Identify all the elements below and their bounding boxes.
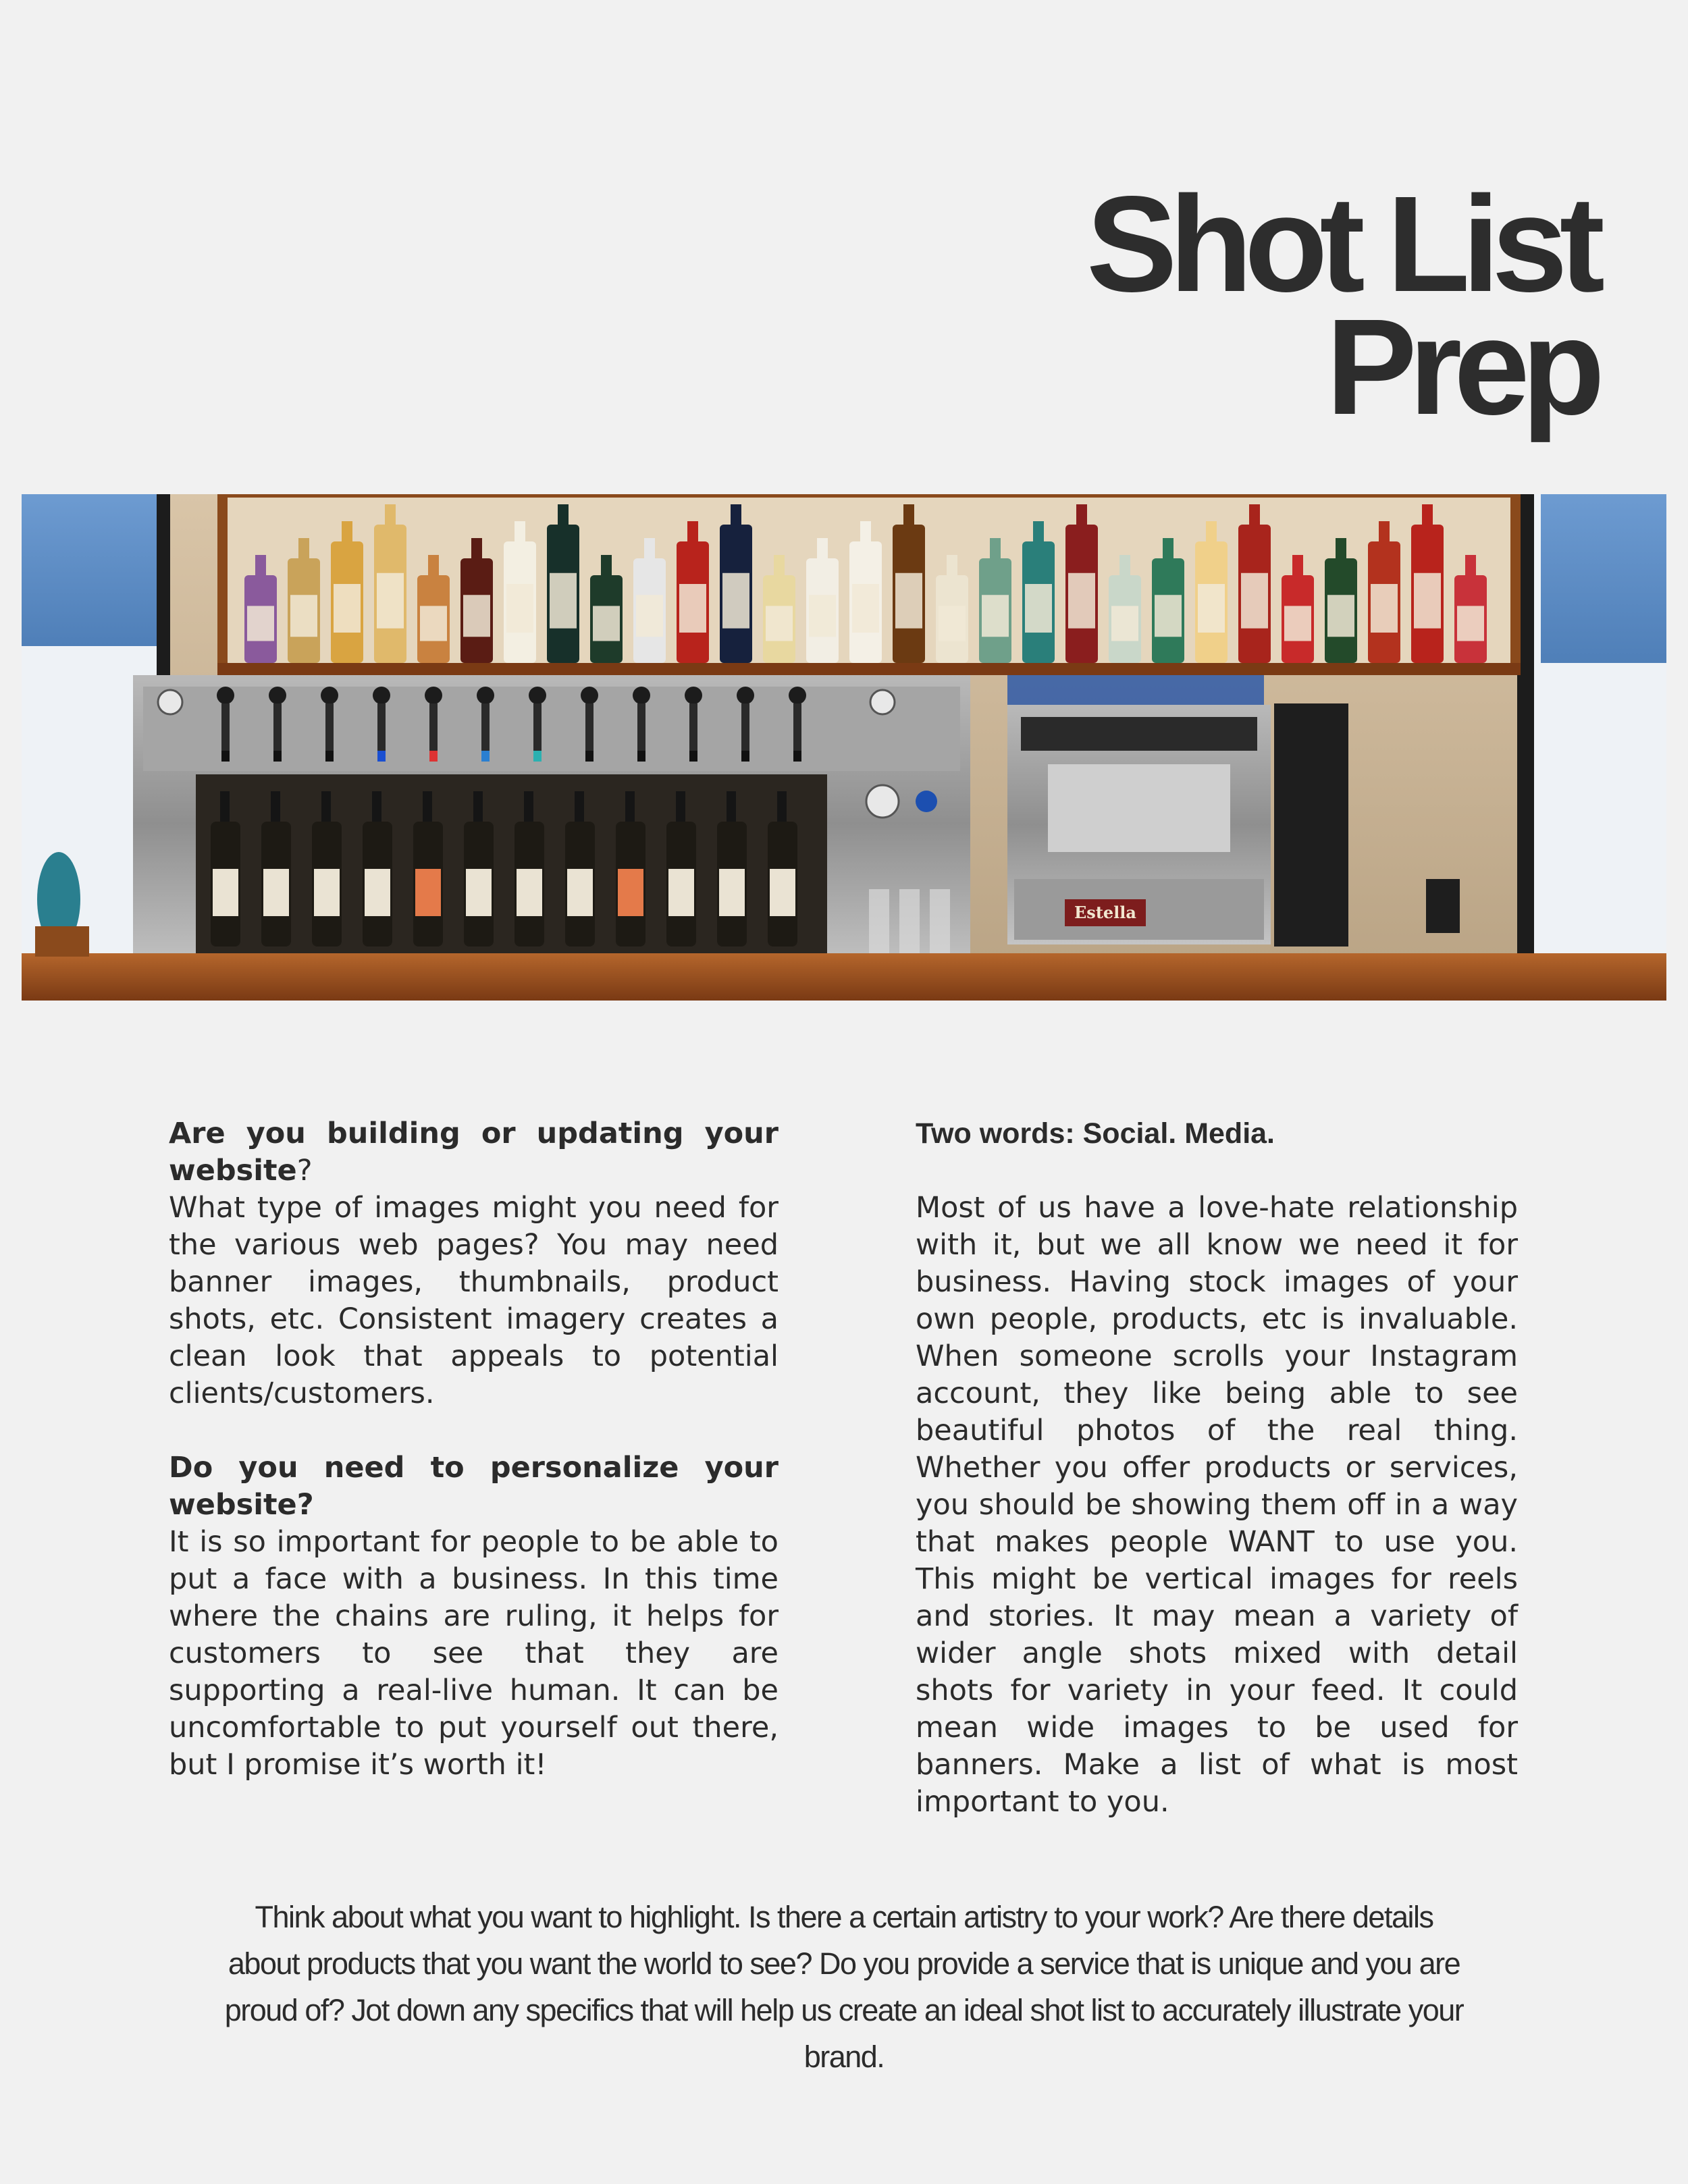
bottle-label [1414,573,1441,629]
tap-collar [325,751,334,762]
wine-label [466,869,492,916]
bottle-label [1155,595,1182,637]
wine-bottle-neck [777,791,787,825]
closing-paragraph: Think about what you want to highlight. Is there a certain artistry to your work? Are there details about products that you want the world to see? Do you provide a service that is unique and you are proud of? Jot down any specifics that will help us create an ideal shot list to accurately illustrate your brand. [224,1900,1464,2074]
tap-collar [533,751,542,762]
tap-spout [533,703,542,751]
wine-label [365,869,390,916]
tap-knob [321,687,338,704]
tap-spout [377,703,386,751]
tap-collar [741,751,749,762]
wine-label [314,869,340,916]
tap-knob [581,687,598,704]
wine-bottle-neck [524,791,533,825]
bottle-label [593,606,620,641]
wine-bottle-neck [575,791,584,825]
tap-collar [689,751,697,762]
bottle-label [1241,573,1268,629]
wine-bottle-neck [727,791,736,825]
page-title [1086,167,1597,443]
page-title-line-1: Shot List [1086,167,1597,320]
wine-bottle-neck [220,791,230,825]
website-question-bold: Are you building or updating your website [169,1117,779,1188]
tap-spout [689,703,697,751]
bottle-label [290,595,317,637]
tap-spout [741,703,749,751]
wine-label [618,869,643,916]
wine-bottle-neck [271,791,280,825]
bottle-label [377,573,404,629]
bottle-label [766,606,793,641]
tap-knob [269,687,286,704]
social-media-heading: Two words: Social. Media. [916,1117,1275,1150]
bar-photo-illustration [22,494,1666,1001]
wine-label [263,869,289,916]
bottle-label [1198,584,1225,633]
tap-knob [633,687,650,704]
right-column [916,1115,1518,1821]
page-title-line-2: Prep [1325,290,1597,443]
tap-collar [273,751,282,762]
bottle-label [982,595,1009,637]
wine-label [719,869,745,916]
website-question-mark: ? [296,1154,313,1188]
tap-knob [685,687,702,704]
bottle-label [722,573,749,629]
wine-label [567,869,593,916]
wine-bottle-neck [625,791,635,825]
left-column [169,1115,779,1784]
tap-spout [481,703,490,751]
tap-collar [429,751,438,762]
personalize-paragraph: It is so important for people to be able to put a face with a business. In this time where the chains are ruling, it helps for customers to see that they are supporting a real-live human. It can be uncomfortable to put yourself out there, but I promise it’s worth it! [169,1525,779,1782]
tap-knob [217,687,234,704]
bottle-label [852,584,879,633]
bottle-label [809,595,836,637]
tap-knob [529,687,546,704]
bottle-label [1371,584,1398,633]
machine-brand-label: Estella [1074,903,1136,922]
wine-bottle-neck [423,791,432,825]
tap-spout [637,703,645,751]
wine-label [517,869,542,916]
website-question [169,1115,779,1190]
tap-spout [273,703,282,751]
tap-collar [585,751,594,762]
tap-spout [429,703,438,751]
wine-label [770,869,795,916]
bottle-label [1068,573,1095,629]
tap-spout [793,703,801,751]
personalize-question: Do you need to personalize your website? [169,1451,779,1522]
bar-photo [22,494,1666,1001]
tap-collar [377,751,386,762]
tap-collar [481,751,490,762]
social-media-paragraph: Most of us have a love-hate relationship with it, but we all know we need it for business. Having stock images of your own people, products, etc is invaluable. When someone scrolls your Instagram account, they like being able to see beautiful photos of the real thing. Whether you offer products or services, you should be showing them off in a way that makes people WANT to use you. This might be vertical images for reels and stories. It may mean a variety of wider angle shots mixed with detail shots for variety in your feed. It could mean wide images to be used for banners. Make a list of what is most important to you. [916,1191,1518,1819]
tap-spout [585,703,594,751]
bottle-label [334,584,361,633]
tap-collar [793,751,801,762]
tap-knob [425,687,442,704]
bottle-label [420,606,447,641]
bottle-label [939,606,966,641]
bottle-label [550,573,577,629]
tap-knob [789,687,806,704]
bottle-label [506,584,533,633]
wine-bottle-neck [473,791,483,825]
bottle-label [1025,584,1052,633]
tap-knob [477,687,494,704]
tap-spout [325,703,334,751]
bottle-label [679,584,706,633]
wine-label [668,869,694,916]
tap-collar [637,751,645,762]
tap-spout [221,703,230,751]
wine-bottle-neck [321,791,331,825]
bottle-label [1111,606,1138,641]
bottle-label [247,606,274,641]
wine-label [415,869,441,916]
bottle-label [1457,606,1484,641]
wine-bottle-neck [372,791,381,825]
bottle-label [1327,595,1354,637]
tap-knob [373,687,390,704]
bottle-label [1284,606,1311,641]
wine-label [213,869,238,916]
bottle-label [895,573,922,629]
bottle-label [636,595,663,637]
bottle-label [463,595,490,637]
website-paragraph: What type of images might you need for the various web pages? You may need banner images, thumbnails, product shots, etc. Consistent imagery creates a clean look that appeals to potential clients/customers. [169,1191,779,1410]
tap-knob [737,687,754,704]
tap-collar [221,751,230,762]
wine-bottle-neck [676,791,685,825]
